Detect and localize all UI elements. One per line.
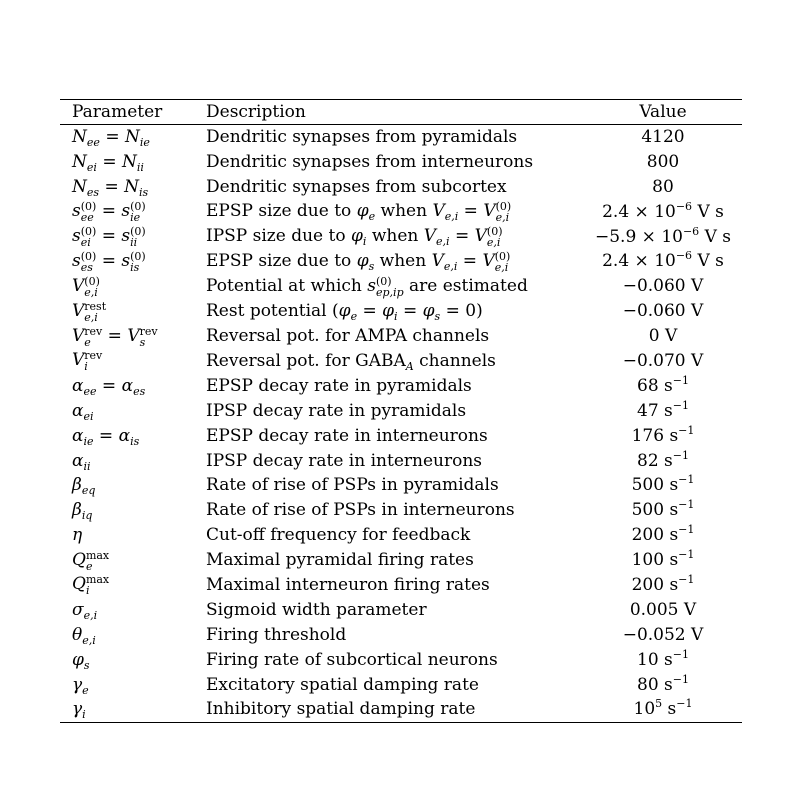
table-row — [60, 473, 742, 498]
header-parameter: Parameter — [72, 101, 163, 122]
value-cell: 82 $s^{-1}$ — [637, 448, 689, 471]
param-symbol: $\beta_{eq}$ — [72, 475, 96, 498]
header-description: Description — [206, 101, 306, 122]
description-cell: EPSP size due to $\varphi_e$ when $V_{e,i} = V$ (0) e,i — [206, 200, 512, 225]
description-cell: Dendritic synapses from interneurons — [206, 151, 534, 172]
description-cell: Cut-off frequency for feedback — [206, 525, 471, 546]
param-symbol: $\gamma_e$ — [72, 674, 89, 697]
table-row — [60, 274, 742, 299]
table-row — [60, 125, 742, 150]
table-row — [60, 349, 742, 374]
table-row — [60, 548, 742, 573]
param-symbol: $N_{es} = N_{is}$ — [72, 176, 149, 199]
table-row — [60, 299, 742, 324]
header-row — [60, 100, 742, 125]
table-row — [60, 374, 742, 399]
description-cell: Reversal pot. for AMPA channels — [206, 326, 490, 347]
value-cell: $2.4 \times 10^{-6}$ V s — [602, 249, 724, 272]
description-cell: Rate of rise of PSPs in pyramidals — [206, 475, 499, 496]
value-cell: −0.052 V — [622, 624, 704, 645]
value-cell: 500 $s^{-1}$ — [631, 498, 695, 521]
param-symbol: V rest e,i — [72, 299, 107, 324]
table-row — [60, 200, 742, 225]
value-cell: 0.005 V — [629, 599, 697, 620]
param-symbol: $\alpha_{ee} = \alpha_{es}$ — [72, 375, 146, 398]
parameter-table-container — [60, 99, 742, 723]
value-cell: 10 $s^{-1}$ — [637, 647, 689, 670]
value-cell: 68 $s^{-1}$ — [637, 373, 689, 396]
table-row — [60, 498, 742, 523]
value-cell: 200 $s^{-1}$ — [631, 572, 695, 595]
param-symbol: s (0) ei = s (0) ii — [72, 225, 146, 249]
value-cell: 100 $s^{-1}$ — [631, 548, 695, 571]
table-row — [60, 225, 742, 250]
description-cell: Potential at which s (0) ep,ip are estimated — [206, 274, 528, 299]
value-cell: 500 $s^{-1}$ — [631, 473, 695, 496]
table-row — [60, 598, 742, 623]
table-row — [60, 697, 742, 722]
param-symbol: s (0) es = s (0) is — [72, 249, 146, 274]
param-symbol: V rev e = V rev s — [72, 324, 158, 349]
value-cell: 176 $s^{-1}$ — [631, 423, 695, 446]
value-cell: $10^5$ $s^{-1}$ — [633, 697, 693, 720]
param-symbol: $\sigma_{e,i}$ — [72, 599, 98, 622]
description-cell: Sigmoid width parameter — [206, 599, 427, 620]
table-row — [60, 175, 742, 200]
description-cell: Dendritic synapses from pyramidals — [206, 126, 518, 147]
description-cell: Maximal interneuron firing rates — [206, 574, 490, 595]
param-symbol: $\theta_{e,i}$ — [72, 624, 96, 647]
description-cell: EPSP size due to $\varphi_s$ when $V_{e,i} = V$ (0) e,i — [206, 249, 511, 274]
param-symbol: $\gamma_i$ — [72, 699, 86, 722]
description-cell: EPSP decay rate in pyramidals — [206, 375, 472, 396]
param-symbol: $\alpha_{ie} = \alpha_{is}$ — [72, 425, 140, 448]
description-cell: Firing threshold — [206, 624, 347, 645]
value-cell: −0.070 V — [622, 350, 704, 371]
header-value: Value — [639, 101, 687, 122]
table-row — [60, 399, 742, 424]
param-symbol: $\alpha_{ii}$ — [72, 450, 91, 473]
description-cell: Inhibitory spatial damping rate — [206, 699, 476, 720]
param-symbol: $\varphi_s$ — [72, 649, 90, 672]
param-symbol: $\alpha_{ei}$ — [72, 400, 94, 423]
table-row — [60, 523, 742, 548]
description-cell: Firing rate of subcortical neurons — [206, 649, 498, 670]
description-cell: Reversal pot. for $GABA_A$ channels — [206, 350, 496, 373]
parameter-table — [60, 99, 742, 723]
value-cell: 47 $s^{-1}$ — [637, 398, 689, 421]
value-cell: 800 — [646, 151, 680, 172]
value-cell: 0 V — [648, 326, 678, 347]
value-cell: 200 $s^{-1}$ — [631, 523, 695, 546]
table-row — [60, 324, 742, 349]
table-row — [60, 150, 742, 175]
param-symbol: Q max i — [72, 573, 110, 598]
description-cell: IPSP decay rate in interneurons — [206, 450, 482, 471]
table-row — [60, 424, 742, 449]
table-row — [60, 449, 742, 474]
table-row — [60, 249, 742, 274]
value-cell: $-5.9 \times 10^{-6}$ V s — [595, 224, 731, 247]
description-cell: Dendritic synapses from subcortex — [206, 176, 507, 197]
table-row — [60, 648, 742, 673]
value-cell: 4120 — [641, 126, 685, 147]
param-symbol: s (0) ee = s (0) ie — [72, 200, 146, 225]
table-row — [60, 673, 742, 698]
value-cell: 80 $s^{-1}$ — [637, 672, 689, 695]
description-cell: Rate of rise of PSPs in interneurons — [206, 500, 515, 521]
param-symbol: V (0) e,i — [72, 274, 100, 299]
param-symbol: $N_{ee} = N_{ie}$ — [72, 126, 150, 149]
description-cell: Excitatory spatial damping rate — [206, 674, 479, 695]
param-symbol: V rev i — [72, 349, 103, 374]
description-cell: EPSP decay rate in interneurons — [206, 425, 488, 446]
table-row — [60, 573, 742, 598]
description-cell: Rest potential $(\varphi_e = \varphi_i = \varphi_s = 0)$ — [206, 301, 483, 324]
value-cell: −0.060 V — [622, 276, 704, 297]
description-cell: IPSP size due to $\varphi_i$ when $V_{e,i} = V$ (0) e,i — [206, 225, 503, 249]
value-cell: −0.060 V — [622, 301, 704, 322]
value-cell: 80 — [652, 176, 674, 197]
param-symbol: $N_{ei} = N_{ii}$ — [72, 151, 144, 174]
param-symbol: Q max e — [72, 548, 110, 573]
table-row — [60, 623, 742, 648]
param-symbol: $\beta_{iq}$ — [72, 500, 93, 523]
description-cell: IPSP decay rate in pyramidals — [206, 400, 467, 421]
description-cell: Maximal pyramidal firing rates — [206, 550, 474, 571]
value-cell: $2.4 \times 10^{-6}$ V s — [602, 199, 724, 222]
param-symbol: η — [72, 525, 83, 546]
